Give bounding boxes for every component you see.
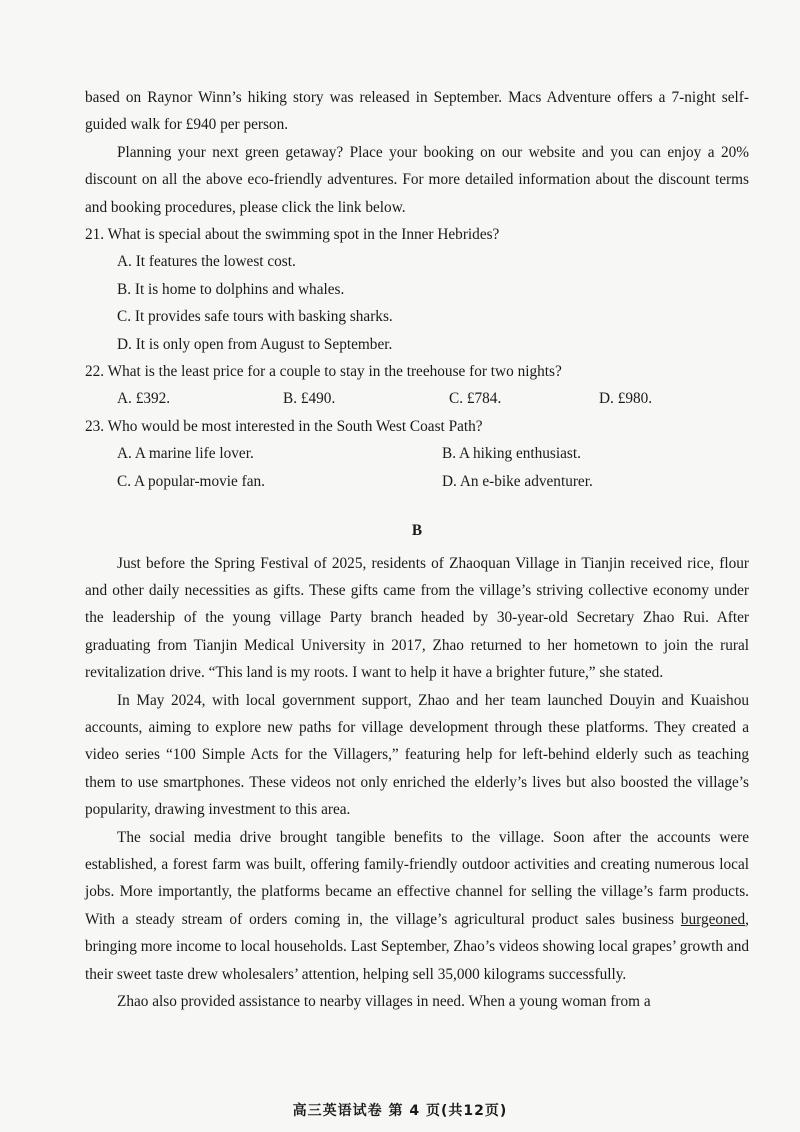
section-heading-b: B <box>411 522 423 540</box>
passage-b-paragraph-2: In May 2024, with local government support, Zhao and her team launched Douyin and Kuaishou accounts, aiming to explore new paths for village development through these platforms. They created a video series “100 Simple Acts for the Villagers,” featuring help for left-behind elderly such as teaching them to use smartphones. These videos not only enriched the elderly’s lives but also boosted the village’s popularity, drawing investment to this area. <box>85 691 749 819</box>
passage-b-paragraph-1: Just before the Spring Festival of 2025, residents of Zhaoquan Village in Tianjin received rice, flour and other daily necessities as gifts. These gifts came from the village’s striving collective economy under the leadership of the young village Party branch headed by 30-year-old Secretary Zhao Rui. After graduating from Tianjin Medical University in 2017, Zhao returned to her hometown to join the rural revitalization drive. “This land is my roots. I want to help it have a brighter future,” she stated. <box>85 554 749 682</box>
question-23-option-b: B. A hiking enthusiast. <box>442 445 581 463</box>
question-21-option-b: B. It is home to dolphins and whales. <box>117 280 345 298</box>
question-21-stem: 21. What is special about the swimming spot in the Inner Hebrides? <box>85 226 500 244</box>
question-22-option-b: B. £490. <box>283 390 336 408</box>
question-22-option-a: A. £392. <box>117 390 171 408</box>
question-21 <box>85 221 749 358</box>
question-23-option-c: C. A popular-movie fan. <box>117 472 265 490</box>
page-content <box>85 84 749 1015</box>
question-21-option-d: D. It is only open from August to September. <box>117 335 393 353</box>
question-23-options-row-2 <box>117 468 749 495</box>
paragraph-3-text-after: , bringing more income to local households. Last September, Zhao’s videos showing local grapes’ growth and their sweet taste drew wholesalers’ attention, helping sell 35,000 kilograms successfully. <box>85 910 749 983</box>
question-22-option-c: C. £784. <box>449 390 502 408</box>
question-23-option-a: A. A marine life lover. <box>117 445 254 463</box>
question-21-option-c: C. It provides safe tours with basking sharks. <box>117 308 393 326</box>
paragraph-3-text-before: The social media drive brought tangible benefits to the village. Soon after the accounts were established, a forest farm was built, offering family-friendly outdoor activities and creating numerous local jobs. More importantly, the platforms became an effective channel for selling the village’s farm products. With a steady stream of orders coming in, the village’s agricultural product sales business <box>85 828 749 928</box>
intro-paragraph-2: Planning your next green getaway? Place your booking on our website and you can enjoy a 20% discount on all the above eco-friendly adventures. For more detailed information about the discount terms and booking procedures, please click the link below. <box>85 143 749 216</box>
question-23-options-row-1 <box>117 440 749 467</box>
question-22-options <box>117 385 749 412</box>
question-23-option-d: D. An e-bike adventurer. <box>442 472 593 490</box>
underlined-word-burgeoned: burgeoned <box>680 910 746 928</box>
question-22-option-d: D. £980. <box>599 390 653 408</box>
question-22 <box>85 358 749 413</box>
intro-paragraph-1: based on Raynor Winn’s hiking story was released in September. Macs Adventure offers a 7-night self-guided walk for £940 per person. <box>85 89 749 134</box>
passage-b-paragraph-3 <box>85 824 749 988</box>
question-23 <box>85 413 749 495</box>
question-22-stem: 22. What is the least price for a couple to stay in the treehouse for two nights? <box>85 363 562 381</box>
page-footer: 高三英语试卷 第 4 页(共12页) <box>292 1103 508 1119</box>
question-21-option-a: A. It features the lowest cost. <box>117 253 296 271</box>
question-23-stem: 23. Who would be most interested in the South West Coast Path? <box>85 417 483 435</box>
passage-b-paragraph-4: Zhao also provided assistance to nearby villages in need. When a young woman from a <box>117 993 651 1010</box>
